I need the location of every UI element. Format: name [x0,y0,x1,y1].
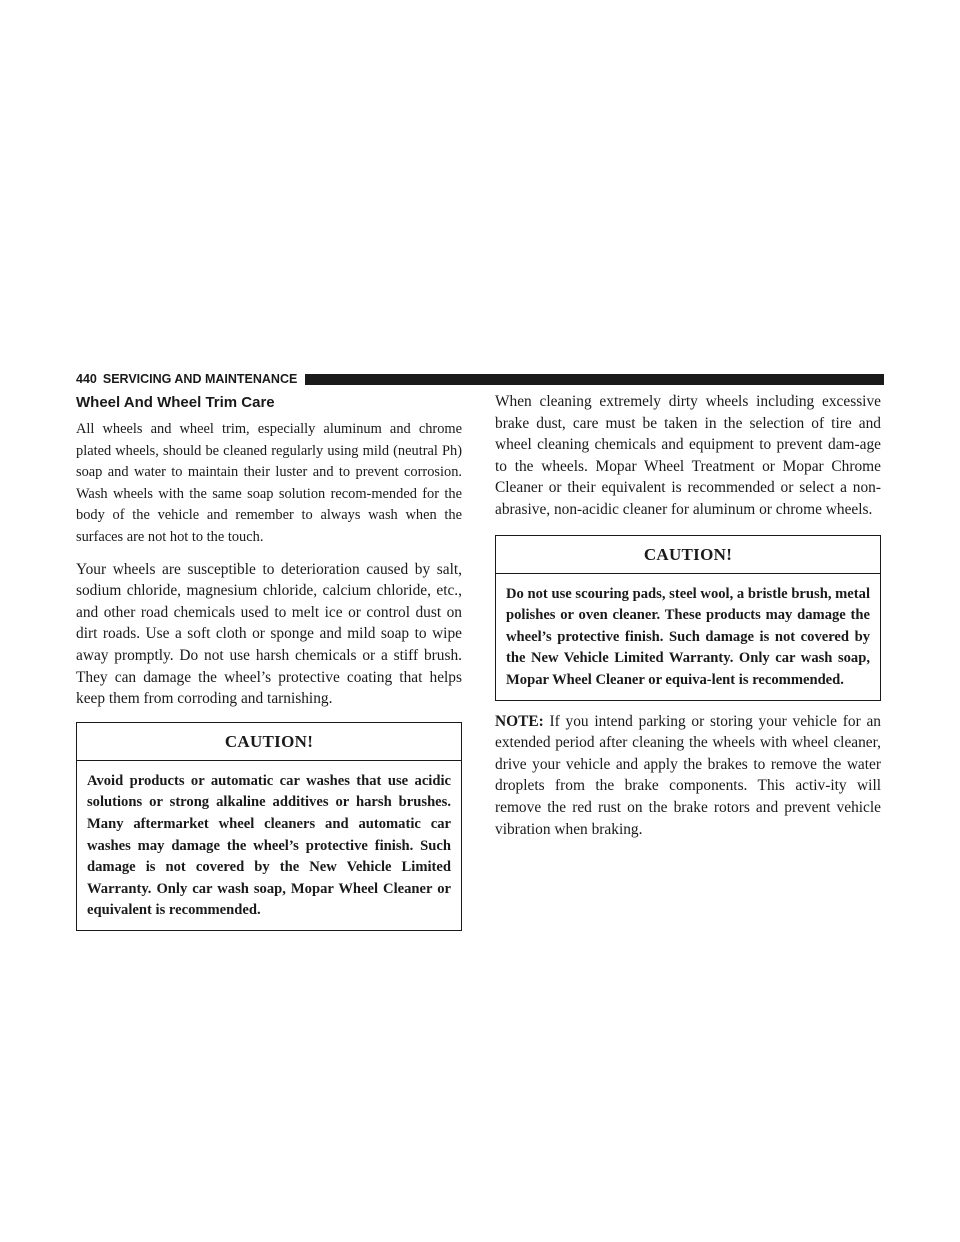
paragraph: All wheels and wheel trim, especially aluminum and chrome plated wheels, should be cleaned regularly using mild (neutral Ph) soap and water to maintain their luster and to prevent corrosion. Wash wheels with the same soap solution recom-mended for the body of the vehicle and remember to always wash when the surfaces are not hot to the touch. [76,421,462,545]
paragraph: Your wheels are susceptible to deterioration caused by salt, sodium chloride, magnesium chloride, calcium chloride, etc., and other road chemicals used to melt ice or control dust on dirt roads. Use a soft cloth or sponge and mild soap to wipe away promptly. Do not use harsh chemicals or a stiff brush. They can damage the wheel’s protective coating that helps keep them from corroding and tarnishing. [76,560,462,708]
section-title: SERVICING AND MAINTENANCE [102,372,298,386]
caution-box [495,535,881,701]
page-header [76,371,884,387]
section-heading: Wheel And Wheel Trim Care [76,394,275,411]
header-rule [305,374,884,385]
page-number: 440 [76,372,97,386]
caution-text: Avoid products or automatic car washes that use acidic solutions or strong alkaline additives or harsh brushes. Many aftermarket wheel cleaners and automatic car washes may damage the wheel’s protective finish. Such damage is not covered by the New Vehicle Limited Warranty. Only car wash soap, Mopar Wheel Cleaner or equivalent is recommended. [87,772,451,919]
left-column [76,393,462,931]
note-label: NOTE: [495,712,544,730]
note-paragraph [495,711,881,841]
caution-title: CAUTION! [496,536,880,574]
caution-title: CAUTION! [77,723,461,761]
right-column [495,391,881,850]
caution-text: Do not use scouring pads, steel wool, a bristle brush, metal polishes or oven cleaner. These products may damage the wheel’s protective finish. Such damage is not covered by the New Vehicle Limited Warranty. Only car wash soap, Mopar Wheel Cleaner or equiva-lent is recommended. [506,585,870,688]
paragraph: When cleaning extremely dirty wheels including excessive brake dust, care must be taken in the selection of tire and wheel cleaning chemicals and equipment to prevent dam-age to the wheels. Mopar Wheel Treatment or Mopar Chrome Cleaner or their equivalent is recommended or select a non-abrasive, non-acidic cleaner for aluminum or chrome wheels. [495,393,881,518]
note-text: If you intend parking or storing your vehicle for an extended period after cleaning the wheels with wheel cleaner, drive your vehicle and apply the brakes to remove the water droplets from the brake components. This activ-ity will remove the red rust on the brake rotors and prevent vehicle vibration when braking. [495,712,881,838]
caution-box [76,722,462,931]
